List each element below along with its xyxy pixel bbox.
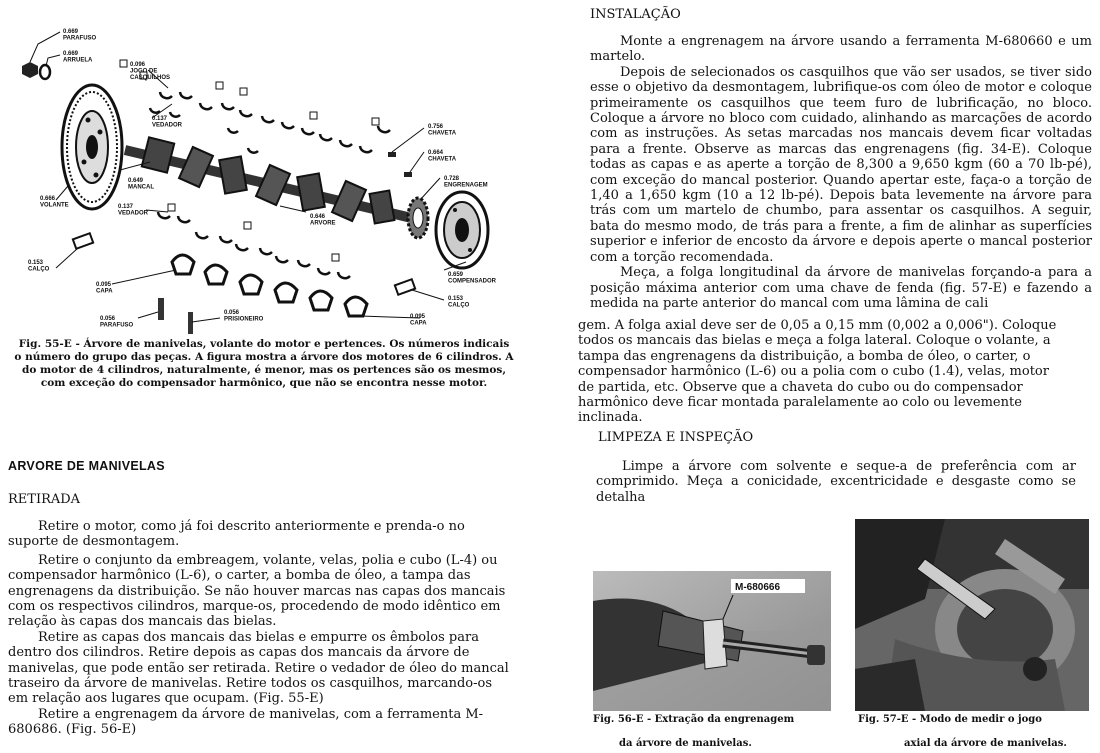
retirada-paragraph: Retire as capas dos mancais das bielas e empurre os êmbolos para dentro dos cilindros. Retire depois as capas dos mancais da árvore de manivelas, que pode então ser retirada. Retire o vedador de óleo do mancal traseiro da árvore de manivelas. Retire todos os casquilhos, marcando-os em relação aos lugares que ocupam. (Fig. 55-E)	[8, 629, 509, 707]
upper-bearing-shells	[150, 92, 390, 153]
shim-left-drawing	[73, 233, 93, 249]
cleaning-heading: LIMPEZA E INSPEÇÃO	[598, 430, 754, 445]
label-parafuso-top: 0.669 PARAFUSO	[63, 29, 97, 42]
gear-drawing	[408, 198, 428, 238]
label-chaveta-2: 0.664 CHAVETA	[428, 150, 457, 163]
label-vedador-1: 0.137 VEDADOR	[152, 116, 183, 129]
label-capa-left: 0.095 CAPA	[96, 282, 113, 295]
label-jogo-casquilhos: 0.096 JOGO DE CASQUILHOS	[130, 62, 171, 81]
key-drawing-2	[404, 172, 412, 177]
label-calco-right: 0.153 CALÇO	[448, 296, 470, 309]
label-capa-right: 0.095 CAPA	[410, 314, 427, 327]
fig56-caption	[593, 714, 794, 750]
shim-right-drawing	[395, 279, 415, 295]
retirada-body	[8, 519, 516, 738]
fig57-photo	[855, 519, 1089, 711]
retirada-paragraph: Retire a engrenagem da árvore de manivelas, com a ferramenta M-680686. (Fig. 56-E)	[8, 706, 484, 738]
label-arvore: 0.646 ARVORE	[310, 214, 336, 227]
harmonic-balancer-drawing	[436, 192, 488, 268]
bearing-caps	[172, 255, 367, 316]
label-compensador: 0.659 COMPENSADOR	[448, 272, 497, 285]
retirada-subheading: RETIRADA	[8, 492, 81, 507]
bolt-bottom-drawing	[158, 298, 164, 320]
label-parafuso-bottom: 0.056 PARAFUSO	[100, 316, 134, 329]
installation-paragraph: Monte a engrenagem na árvore usando a ferramenta M-680660 e um martelo.	[590, 34, 1092, 65]
label-calco-left: 0.153 CALÇO	[28, 260, 50, 273]
cleaning-paragraph: Limpe a árvore com solvente e seque-a de preferência com ar comprimido. Meça a conicidade, excentricidade e desgaste como se detalha	[596, 459, 1076, 505]
fig57-caption	[858, 714, 1067, 750]
label-chaveta-1: 0.756 CHAVETA	[428, 124, 457, 137]
retirada-paragraph: Retire o conjunto da embreagem, volante, velas, polia e cubo (L-4) ou compensador harmônico (L-6), o carter, a bomba de óleo, a tampa das engrenagens da distribuição. Se não houver marcas nas capas dos mancais com os respectivos cilindros, marque-os, procedendo de modo idêntico em relação às capas dos mancais das bielas.	[8, 552, 506, 630]
installation-continuation: gem. A folga axial deve ser de 0,05 a 0,15 mm (0,002 a 0,006"). Coloque todos os mancais das bielas e meça a folga lateral. Coloque o volante, a tampa das engrenagens da distribuição, a bomba de óleo, o carter, o compensador harmônico (L-6) ou a polia com o cubo (1.4), velas, motor de partida, etc. Observe que a chaveta do cubo ou do compensador harmônico deve ficar montada paralelamente ao colo ou levemente inclinada.	[578, 318, 1057, 426]
installation-heading: INSTALAÇÃO	[590, 7, 681, 22]
fig56-photo	[593, 571, 831, 711]
label-engrenagem: 0.728 ENGRENAGEM	[444, 176, 488, 189]
stud-drawing	[188, 312, 193, 334]
bolt-washer-drawing	[22, 62, 50, 79]
installation-paragraph: Meça, a folga longitudinal da árvore de manivelas forçando-a para a posição máxima anterior com uma chave de fenda (fig. 57-E) e fazendo a medida na parte anterior do mancal com uma lâmina de cali	[590, 265, 1092, 311]
section-heading: ARVORE DE MANIVELAS	[8, 459, 165, 473]
tool-label: M-680666	[735, 582, 781, 593]
label-prisioneiro: 0.056 PRISIONEIRO	[224, 310, 264, 323]
key-drawing-1	[388, 152, 396, 157]
fig55-exploded-diagram	[0, 0, 560, 340]
retirada-paragraph: Retire o motor, como já foi descrito anteriormente e prenda-o no suporte de desmontagem.	[8, 519, 465, 550]
fig57-caption-line: Fig. 57-E - Modo de medir o jogo	[858, 714, 1042, 725]
label-mancal: 0.649 MANCAL	[128, 178, 154, 191]
fig56-caption-line: da árvore de manivelas.	[619, 738, 752, 749]
fig57-caption-line: axial da árvore de manivelas.	[904, 738, 1067, 749]
flywheel-drawing	[62, 85, 122, 209]
label-vedador-2: 0.137 VEDADOR	[118, 204, 149, 217]
fig56-caption-line: Fig. 56-E - Extração da engrenagem	[593, 714, 795, 725]
installation-body	[590, 34, 1092, 311]
label-volante: 0.666 VOLANTE	[40, 196, 69, 209]
label-arruela: 0.669 ARRUELA	[63, 51, 93, 64]
installation-paragraph: Depois de selecionados os casquilhos que vão ser usados, se tiver sido esse o objetivo da desmontagem, lubrifique-os com óleo de motor e coloque primeiramente os casquilhos que teem furo de lubrificação, no bloco. Coloque a árvore no bloco com cuidado, alinhando as marcações de acordo com as instruções. As setas marcadas nos mancais devem ficar voltadas para a frente. Observe as marcas das engrenagens (fig. 34-E). Coloque todas as capas e as aperte a torção de 8,300 a 9,650 kgm (60 a 70 lb-pé), com exceção do mancal posterior. Quando apertar este, faça-o a torção de 1,40 a 1,650 kgm (10 a 12 lb-pé). Depois bata levemente na árvore para trás com um martelo de chumbo, para assentar os casquilhos. A seguir, bata do mesmo modo, de trás para a frente, a fim de alinhar as superfícies superior e inferior de encosto da árvore e depois aperte o mancal posterior com a torção recomendada.	[590, 64, 1092, 265]
fig55-caption: Fig. 55-E - Árvore de manivelas, volante do motor e pertences. Os números indicais o número do grupo das peças. A figura mostra a árvore dos motores de 6 cilindros. A do motor de 4 cilindros, naturalmente, é menor, mas os pertences são os mesmos, com exceção do compensador harmônico, que não se encontra nesse motor.	[14, 338, 514, 389]
